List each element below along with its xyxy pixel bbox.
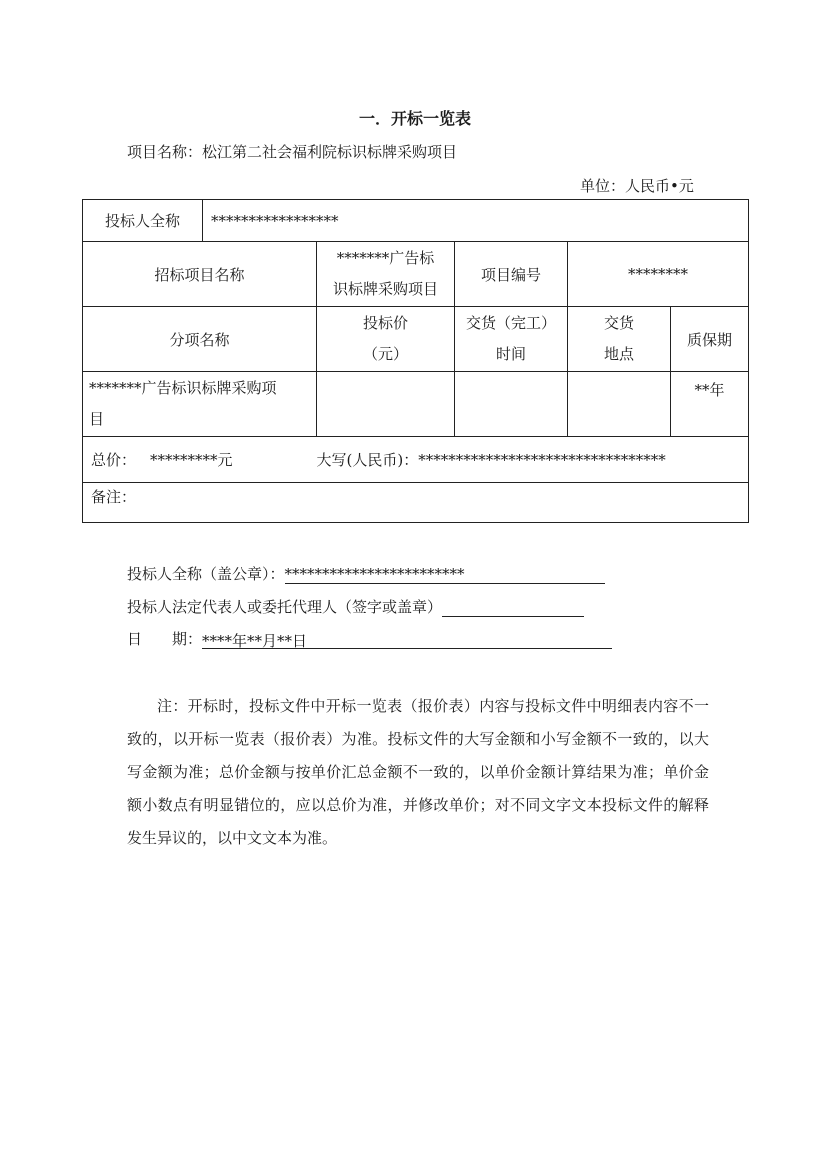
tender-item-label: 招标项目名称 [83, 242, 317, 307]
table-row [83, 372, 749, 437]
tender-item-value [317, 242, 455, 307]
currency-unit: 单位：人民币•元 [580, 177, 694, 195]
header-warranty: 质保期 [671, 307, 749, 372]
row-price [317, 372, 455, 437]
signature-representative-line [127, 596, 584, 617]
row-warranty: **年 [671, 372, 749, 437]
signature-representative-field [442, 598, 584, 617]
bidder-row [83, 200, 749, 242]
row-sub-item [83, 372, 317, 437]
header-delivery-place-line1: 交货 [603, 314, 634, 332]
header-delivery-place-line2: 地点 [603, 345, 634, 363]
row-sub-item-line1: *******广告标识标牌采购项 [89, 379, 277, 397]
row-delivery-place [568, 372, 671, 437]
tender-row [83, 242, 749, 307]
signature-representative-label: 投标人法定代表人或委托代理人（签字或盖章） [127, 598, 443, 616]
bid-summary-table [82, 199, 749, 523]
total-label: 总价： [91, 451, 137, 469]
header-delivery-place [568, 307, 671, 372]
total-value: *********元 [150, 451, 233, 469]
header-price-line1: 投标价 [362, 314, 408, 332]
project-name: 松江第二社会福利院标识标牌采购项目 [202, 143, 458, 161]
tender-item-value-line1: *******广告标 [336, 249, 435, 267]
signature-bidder-label: 投标人全称（盖公章）： [127, 565, 285, 583]
header-row [83, 307, 749, 372]
row-sub-item-line2: 目 [89, 410, 105, 428]
signature-bidder-value: ************************ [284, 565, 465, 583]
signature-date-label: 日 期： [127, 630, 203, 648]
total-row [83, 437, 749, 483]
page-title: 一．开标一览表 [358, 109, 471, 128]
bidder-label: 投标人全称 [83, 200, 203, 242]
remarks-label: 备注： [83, 483, 749, 523]
header-sub-item: 分项名称 [83, 307, 317, 372]
header-price [317, 307, 455, 372]
signature-date-field [202, 630, 612, 649]
header-price-line2: （元） [362, 345, 408, 363]
capital-label: 大写(人民币)： [316, 451, 419, 469]
project-name-label: 项目名称： [127, 143, 203, 161]
header-delivery-time-line1: 交货（完工） [465, 314, 556, 332]
project-name-line [127, 141, 457, 162]
row-delivery-time [455, 372, 568, 437]
total-cell [83, 437, 749, 483]
header-delivery-time-line2: 时间 [495, 345, 526, 363]
signature-date-value: ****年**月**日 [202, 632, 308, 650]
remarks-row [83, 483, 749, 523]
capital-value: ********************************* [418, 451, 666, 469]
note-paragraph: 注：开标时，投标文件中开标一览表（报价表）内容与投标文件中明细表内容不一致的，以开标一览表（报价表）为准。投标文件的大写金额和小写金额不一致的，以大写金额为准；总价金额与按单价汇总金额不一致的，以单价金额计算结果为准；单价金额小数点有明显错位的，应以总价为准，并修改单价；对不同文字文本投标文件的解释发生异议的，以中文文本为准。 [127, 697, 709, 847]
signature-bidder-line [127, 563, 605, 584]
bidder-value: ***************** [203, 200, 749, 242]
tender-item-value-line2: 识标牌采购项目 [332, 280, 438, 298]
header-delivery-time [455, 307, 568, 372]
project-no-label: 项目编号 [455, 242, 568, 307]
signature-bidder-field [285, 565, 605, 584]
signature-date-line [127, 628, 612, 649]
project-no-value: ******** [568, 242, 749, 307]
